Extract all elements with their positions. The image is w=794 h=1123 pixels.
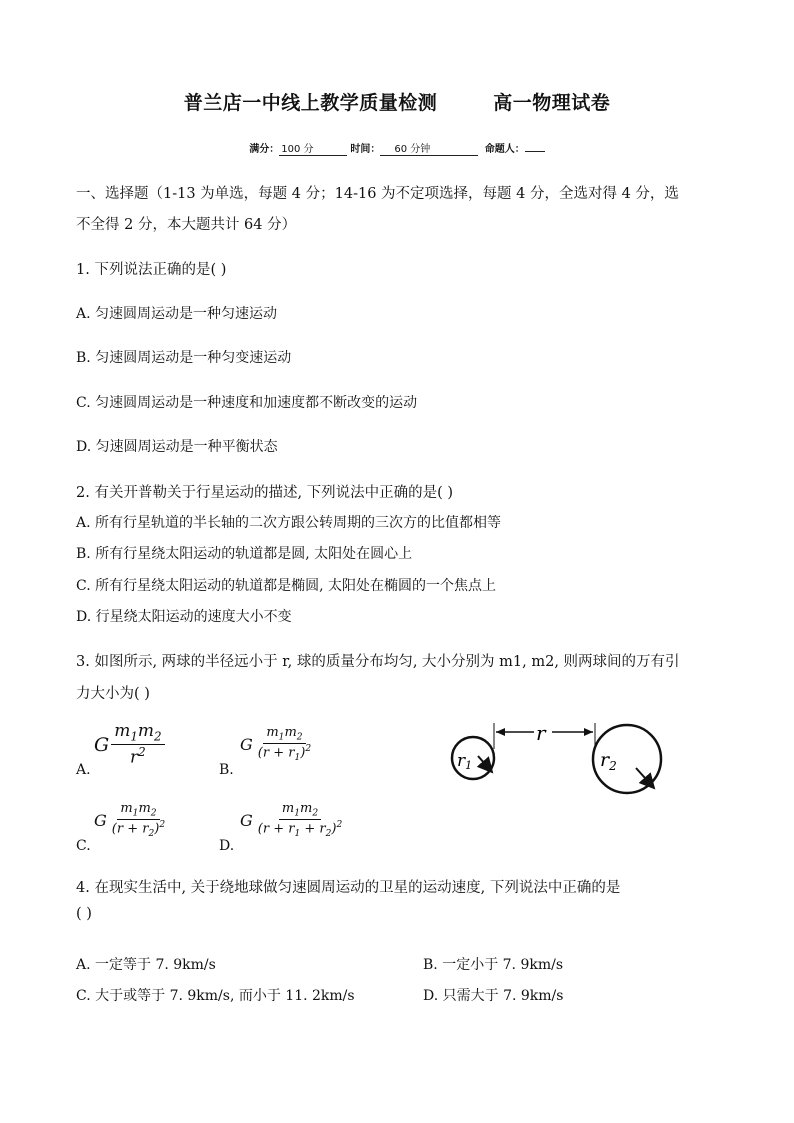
q3-option-a-label: A.: [76, 762, 91, 778]
radius-2-arrow: [636, 768, 654, 788]
distance-arrowhead-left: [496, 728, 505, 736]
q3-stem-line1: 3. 如图所示, 两球的半径远小于 r, 球的质量分布均匀, 大小分别为 m1, m2, 则两球间的万有引: [76, 654, 680, 670]
q1-option-d: D. 匀速圆周运动是一种平衡状态: [76, 439, 278, 455]
q4-stem: 4. 在现实生活中, 关于绕地球做匀速圆周运动的卫星的运动速度, 下列说法中正确的是: [76, 880, 621, 896]
radius-1-arrow: [478, 756, 492, 772]
radius-1-label: r1: [457, 751, 473, 772]
q3-option-b-label: B.: [219, 762, 234, 778]
q3-option-b-formula: G $\frac{m_1m_2}{(r + r_1)^2}$: [240, 725, 312, 763]
time-label: 时间：: [350, 144, 381, 155]
q2-option-d: D. 行星绕太阳运动的速度大小不变: [76, 609, 292, 625]
author-label: 命题人：: [484, 144, 525, 155]
q1-option-b: B. 匀速圆周运动是一种匀变速运动: [76, 350, 292, 366]
q3-option-a-formula: G $\frac{m_1m_2}{r^2}$: [94, 722, 165, 768]
score-label: 满分：: [249, 144, 280, 155]
q3-option-d-formula: G $\frac{m_1m_2}{(r + r_1 + r_2)^2}$: [240, 801, 343, 839]
q4-option-a: A. 一定等于 7. 9km/s: [76, 957, 216, 973]
distance-arrowhead-right: [584, 728, 593, 736]
distance-label: r: [536, 721, 546, 745]
q3-option-d-label: D.: [219, 838, 235, 854]
q4-option-d: D. 只需大于 7. 9km/s: [423, 988, 564, 1004]
exam-title: [0, 88, 794, 115]
time-value: 60 分钟: [380, 140, 478, 156]
q1-option-a: A. 匀速圆周运动是一种匀速运动: [76, 306, 278, 322]
q4-paren: ( ): [76, 906, 92, 922]
author-value: [525, 151, 545, 152]
two-spheres-figure: [440, 712, 680, 804]
q4-option-c: C. 大于或等于 7. 9km/s, 而小于 11. 2km/s: [76, 988, 355, 1004]
q2-option-c: C. 所有行星绕太阳运动的轨道都是椭圆, 太阳处在椭圆的一个焦点上: [76, 578, 497, 594]
section-heading-line1: 一、选择题（1-13 为单选，每题 4 分；14-16 为不定项选择，每题 4 分，全选对得 4 分，选: [76, 186, 679, 202]
q2-option-b: B. 所有行星绕太阳运动的轨道都是圆, 太阳处在圆心上: [76, 546, 413, 562]
q1-stem: 1. 下列说法正确的是( ): [76, 262, 227, 278]
q3-option-c-formula: G $\frac{m_1m_2}{(r + r_2)^2}$: [94, 801, 166, 839]
exam-meta: [0, 140, 794, 156]
q3-option-c-label: C.: [76, 838, 91, 854]
score-value: 100 分: [279, 140, 347, 156]
q4-option-b: B. 一定小于 7. 9km/s: [423, 957, 564, 973]
q1-option-c: C. 匀速圆周运动是一种速度和加速度都不断改变的运动: [76, 395, 418, 411]
school-exam-name: 普兰店一中线上教学质量检测: [183, 92, 438, 114]
q2-option-a: A. 所有行星轨道的半长轴的二次方跟公转周期的三次方的比值都相等: [76, 515, 502, 531]
radius-2-label: $r_2$: [600, 749, 617, 773]
q3-stem-line2: 力大小为( ): [76, 686, 150, 702]
subject-name: 高一物理试卷: [493, 92, 611, 114]
q2-stem: 2. 有关开普勒关于行星运动的描述, 下列说法中正确的是( ): [76, 485, 454, 501]
section-heading-line2: 不全得 2 分，本大题共计 64 分）: [76, 217, 297, 233]
